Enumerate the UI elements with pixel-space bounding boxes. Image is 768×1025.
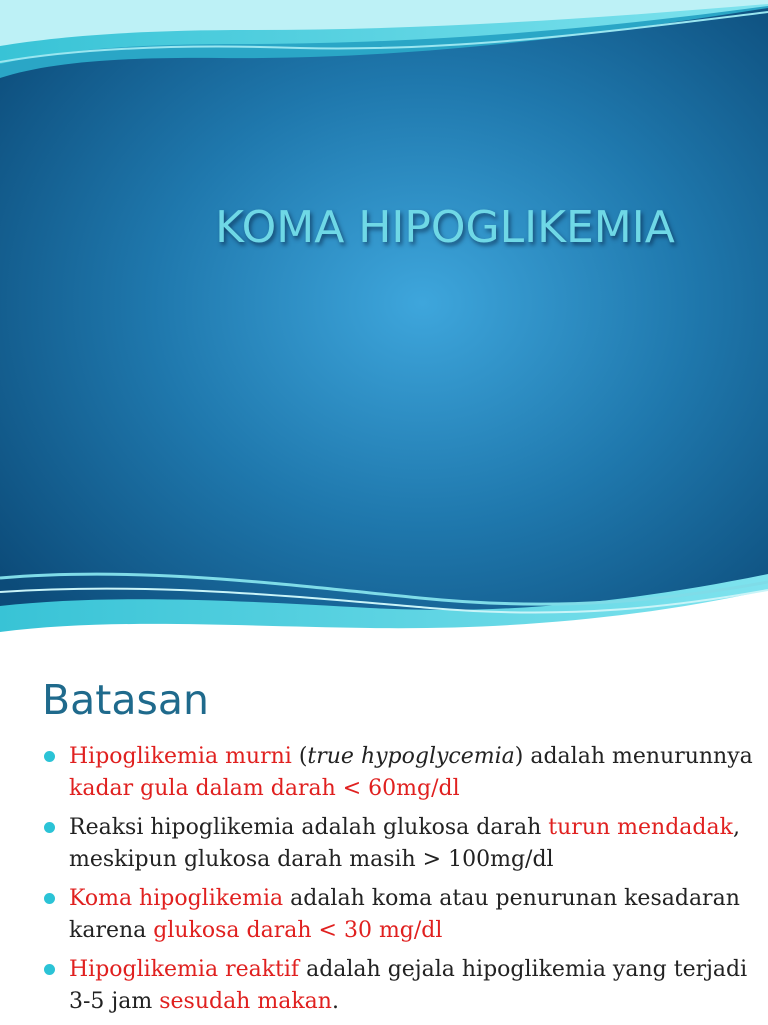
bullet-text: adalah gejala hipoglikemia yang terjadi 3-5 jam bbox=[69, 957, 748, 1014]
bullet-dot-icon bbox=[44, 964, 55, 975]
bullet-text: Reaksi hipoglikemia adalah glukosa darah bbox=[69, 815, 549, 840]
bullet-text: Koma hipoglikemia bbox=[69, 886, 284, 911]
bullet-dot-icon bbox=[44, 822, 55, 833]
bullet-text: true hypoglycemia bbox=[307, 744, 515, 769]
slide-heading: Batasan bbox=[42, 676, 209, 724]
bullet-text: ( bbox=[291, 744, 308, 769]
bullet-text: kadar gula dalam darah < 60mg/dl bbox=[69, 775, 460, 801]
bullet-item bbox=[44, 741, 759, 804]
bullet-list bbox=[44, 741, 759, 1025]
bullet-dot-icon bbox=[44, 893, 55, 904]
bullet-text: , meskipun glukosa darah masih > 100mg/dl bbox=[69, 815, 740, 872]
bullet-text: turun mendadak bbox=[548, 815, 733, 840]
slide-title: KOMA HIPOGLIKEMIA bbox=[215, 202, 675, 253]
bullet-dot-icon bbox=[44, 751, 55, 762]
bullet-item bbox=[44, 883, 759, 946]
bullet-text: Hipoglikemia murni bbox=[69, 744, 292, 769]
bullet-text: sesudah makan bbox=[159, 988, 332, 1014]
bullet-text: adalah koma atau penurunan kesadaran karena bbox=[69, 886, 740, 943]
bullet-text: ) adalah menurunnya bbox=[514, 744, 753, 769]
bullet-item bbox=[44, 954, 759, 1017]
bullet-item bbox=[44, 812, 759, 875]
content-slide bbox=[0, 632, 768, 1024]
bullet-text: glukosa darah < 30 mg/dl bbox=[153, 917, 443, 943]
bullet-text: Hipoglikemia reaktif bbox=[69, 957, 300, 982]
bullet-text: . bbox=[331, 988, 339, 1014]
